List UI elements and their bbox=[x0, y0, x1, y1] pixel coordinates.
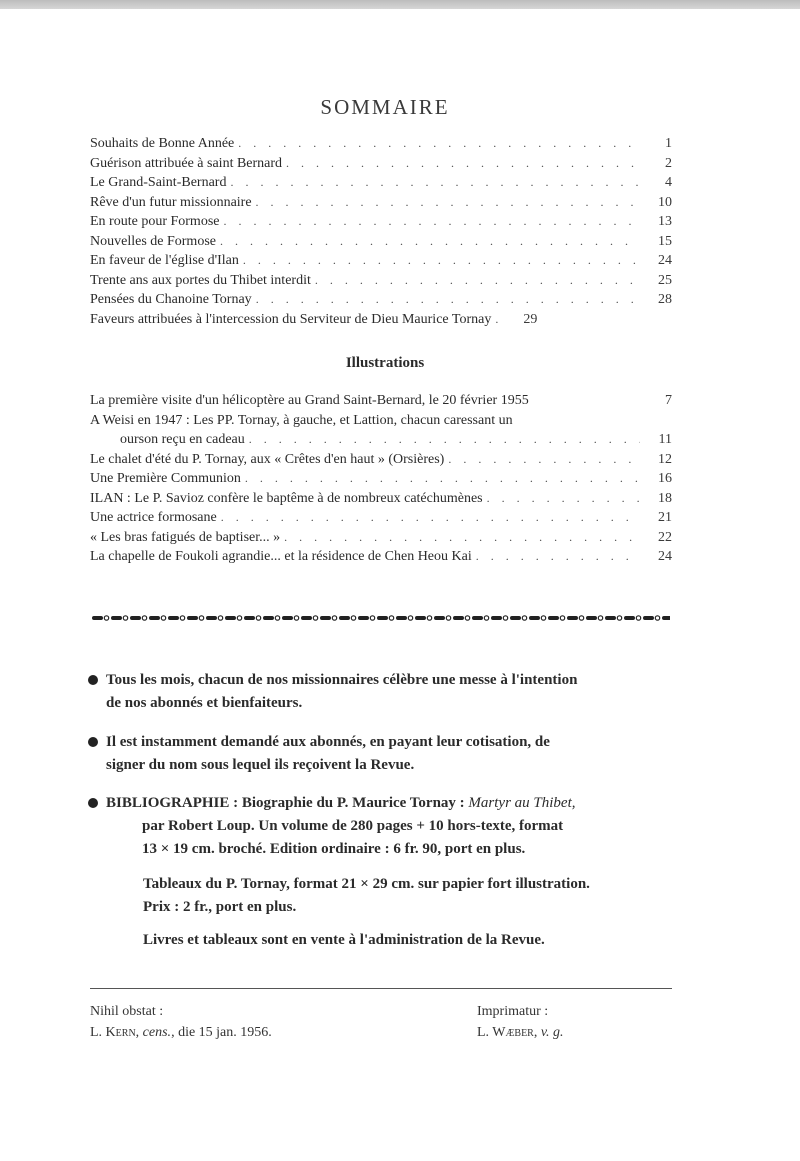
scan-top-edge bbox=[0, 0, 800, 9]
dot-leader bbox=[256, 292, 640, 307]
illustration-entry bbox=[90, 432, 672, 452]
nihil-obstat bbox=[90, 1001, 272, 1043]
toc-entry-title: Nouvelles de Formose bbox=[90, 233, 216, 249]
notice-vente bbox=[143, 929, 678, 952]
bullet-icon bbox=[88, 675, 98, 685]
toc-entry bbox=[90, 214, 672, 234]
toc-entry-page: 1 bbox=[665, 136, 672, 151]
illustration-entry bbox=[90, 413, 672, 433]
nihil-signature: L. Kern, cens., die 15 jan. 1956. bbox=[90, 1025, 272, 1040]
notice-mass bbox=[90, 669, 675, 715]
footer-rule bbox=[90, 988, 672, 989]
illustration-page: 11 bbox=[658, 432, 672, 447]
illustration-title: Le chalet d'été du P. Tornay, aux « Crêtes d'en haut » (Orsières) bbox=[90, 451, 445, 467]
book-title: Martyr au Thibet, bbox=[468, 795, 576, 811]
dot-leader bbox=[448, 452, 640, 467]
imprimatur-label: Imprimatur : bbox=[477, 1004, 549, 1019]
censor-role: cens. bbox=[142, 1025, 172, 1040]
illustration-title: A Weisi en 1947 : Les PP. Tornay, à gauche, et Lattion, chacun caressant un bbox=[90, 412, 513, 428]
notice-line: Livres et tableaux sont en vente à l'administration de la Revue. bbox=[143, 932, 545, 948]
dot-leader bbox=[220, 234, 640, 249]
illustration-page: 24 bbox=[658, 549, 672, 564]
toc-entry-title: Pensées du Chanoine Tornay bbox=[90, 292, 252, 307]
toc-entry-title: Souhaits de Bonne Année bbox=[90, 136, 235, 151]
toc-entry-page: 25 bbox=[658, 272, 672, 288]
notice-tableaux bbox=[143, 873, 678, 919]
toc-list bbox=[90, 136, 672, 331]
toc-entry bbox=[90, 175, 672, 195]
dot-leader bbox=[238, 136, 640, 151]
toc-entry-page: 15 bbox=[658, 233, 672, 249]
illustration-entry bbox=[90, 549, 672, 569]
notice-line: de nos abonnés et bienfaiteurs. bbox=[106, 695, 303, 711]
toc-entry bbox=[90, 312, 672, 332]
biblio-prefix: BIBLIOGRAPHIE : Biographie du P. Maurice Tornay : bbox=[106, 795, 469, 811]
dot-leader bbox=[286, 156, 640, 171]
notice-line: Tous les mois, chacun de nos missionnaires célèbre une messe à l'intention bbox=[106, 672, 578, 688]
dot-leader bbox=[249, 432, 640, 447]
toc-entry-title: En route pour Formose bbox=[90, 214, 220, 229]
bullet-icon bbox=[88, 798, 98, 808]
notice-line: Il est instamment demandé aux abonnés, en payant leur cotisation, de bbox=[106, 734, 550, 750]
toc-entry-title: Le Grand-Saint-Bernard bbox=[90, 175, 227, 190]
toc-entry-page: 13 bbox=[658, 214, 672, 229]
imprimatur bbox=[477, 1001, 564, 1043]
vicar-name: L. Wæber bbox=[477, 1025, 534, 1040]
notice-line bbox=[90, 792, 675, 815]
illustration-page: 21 bbox=[658, 510, 672, 525]
notice-line: 13 × 19 cm. broché. Edition ordinaire : 6 fr. 90, port en plus. bbox=[142, 841, 526, 857]
notice-line: signer du nom sous lequel ils reçoivent la Revue. bbox=[106, 757, 415, 773]
toc-entry-title: Guérison attribuée à saint Bernard bbox=[90, 155, 283, 171]
nihil-date: , die 15 jan. 1956. bbox=[171, 1025, 272, 1040]
ornament-divider bbox=[92, 613, 670, 623]
censor-name: L. Kern bbox=[90, 1025, 136, 1040]
toc-entry-page: 24 bbox=[658, 253, 672, 268]
illustration-entry bbox=[90, 510, 672, 530]
illustration-entry bbox=[90, 452, 672, 472]
illustration-page: 16 bbox=[658, 471, 672, 486]
illustration-title: Une actrice formosane bbox=[90, 510, 217, 525]
toc-entry bbox=[90, 253, 672, 273]
toc-entry bbox=[90, 156, 672, 176]
dot-leader bbox=[245, 471, 640, 486]
toc-entry-title: En faveur de l'église d'Ilan bbox=[90, 253, 239, 268]
illustration-entry bbox=[90, 393, 672, 413]
bullet-icon bbox=[88, 737, 98, 747]
dot-leader bbox=[284, 530, 640, 545]
illustration-page: 12 bbox=[658, 451, 672, 467]
toc-entry bbox=[90, 195, 672, 215]
imprimatur-signature: L. Wæber, v. g. bbox=[477, 1025, 564, 1040]
toc-entry bbox=[90, 292, 672, 312]
nihil-label: Nihil obstat : bbox=[90, 1004, 164, 1019]
toc-entry bbox=[90, 234, 672, 254]
illustration-title: Une Première Communion bbox=[90, 471, 241, 486]
vicar-role: v. g. bbox=[540, 1025, 564, 1040]
dot-leader bbox=[315, 273, 640, 288]
toc-entry-page: 4 bbox=[665, 175, 672, 190]
illustrations-heading: Illustrations bbox=[345, 355, 425, 371]
toc-entry-title: Faveurs attribuées à l'intercession du Serviteur de Dieu Maurice Tornay bbox=[90, 311, 492, 327]
toc-entry bbox=[90, 136, 672, 156]
notice-bibliography bbox=[90, 792, 675, 861]
illustration-title: ILAN : Le P. Savioz confère le baptême à de nombreux catéchumènes bbox=[90, 490, 483, 506]
page-title: SOMMAIRE bbox=[320, 95, 450, 119]
illustration-page: 18 bbox=[658, 490, 672, 506]
illustration-title: La chapelle de Foukoli agrandie... et la résidence de Chen Heou Kai bbox=[90, 549, 472, 564]
dot-leader bbox=[476, 549, 640, 564]
dot-leader bbox=[256, 195, 640, 210]
toc-entry-title: Trente ans aux portes du Thibet interdit bbox=[90, 272, 311, 288]
notice-line: Tableaux du P. Tornay, format 21 × 29 cm. sur papier fort illustration. bbox=[143, 876, 590, 892]
notice-line: par Robert Loup. Un volume de 280 pages + 10 hors-texte, format bbox=[142, 818, 564, 834]
illustration-title: La première visite d'un hélicoptère au Grand Saint-Bernard, le 20 février 1955 bbox=[90, 393, 529, 408]
illustration-page: 22 bbox=[658, 529, 672, 545]
dot-leader bbox=[221, 510, 640, 525]
toc-entry-page: 28 bbox=[658, 292, 672, 307]
illustration-entry bbox=[90, 530, 672, 550]
dot-leader bbox=[230, 175, 640, 190]
illustration-title: ourson reçu en cadeau bbox=[120, 432, 245, 447]
toc-entry-page: 2 bbox=[665, 155, 672, 171]
toc-entry-page: 29 bbox=[523, 311, 538, 327]
toc-entry bbox=[90, 273, 672, 293]
illustration-entry bbox=[90, 471, 672, 491]
illustration-title: « Les bras fatigués de baptiser... » bbox=[90, 529, 281, 545]
illustrations-list bbox=[90, 393, 672, 569]
toc-entry-page: 10 bbox=[658, 194, 672, 210]
illustration-entry bbox=[90, 491, 672, 511]
notice-line: Prix : 2 fr., port en plus. bbox=[143, 899, 297, 915]
illustration-page: 7 bbox=[665, 393, 672, 408]
dot-leader bbox=[243, 253, 640, 268]
dot-leader bbox=[223, 214, 640, 229]
dot-leader bbox=[487, 491, 640, 506]
dot-leader bbox=[495, 312, 505, 327]
notice-subscription bbox=[90, 731, 675, 777]
toc-entry-title: Rêve d'un futur missionnaire bbox=[90, 194, 252, 210]
